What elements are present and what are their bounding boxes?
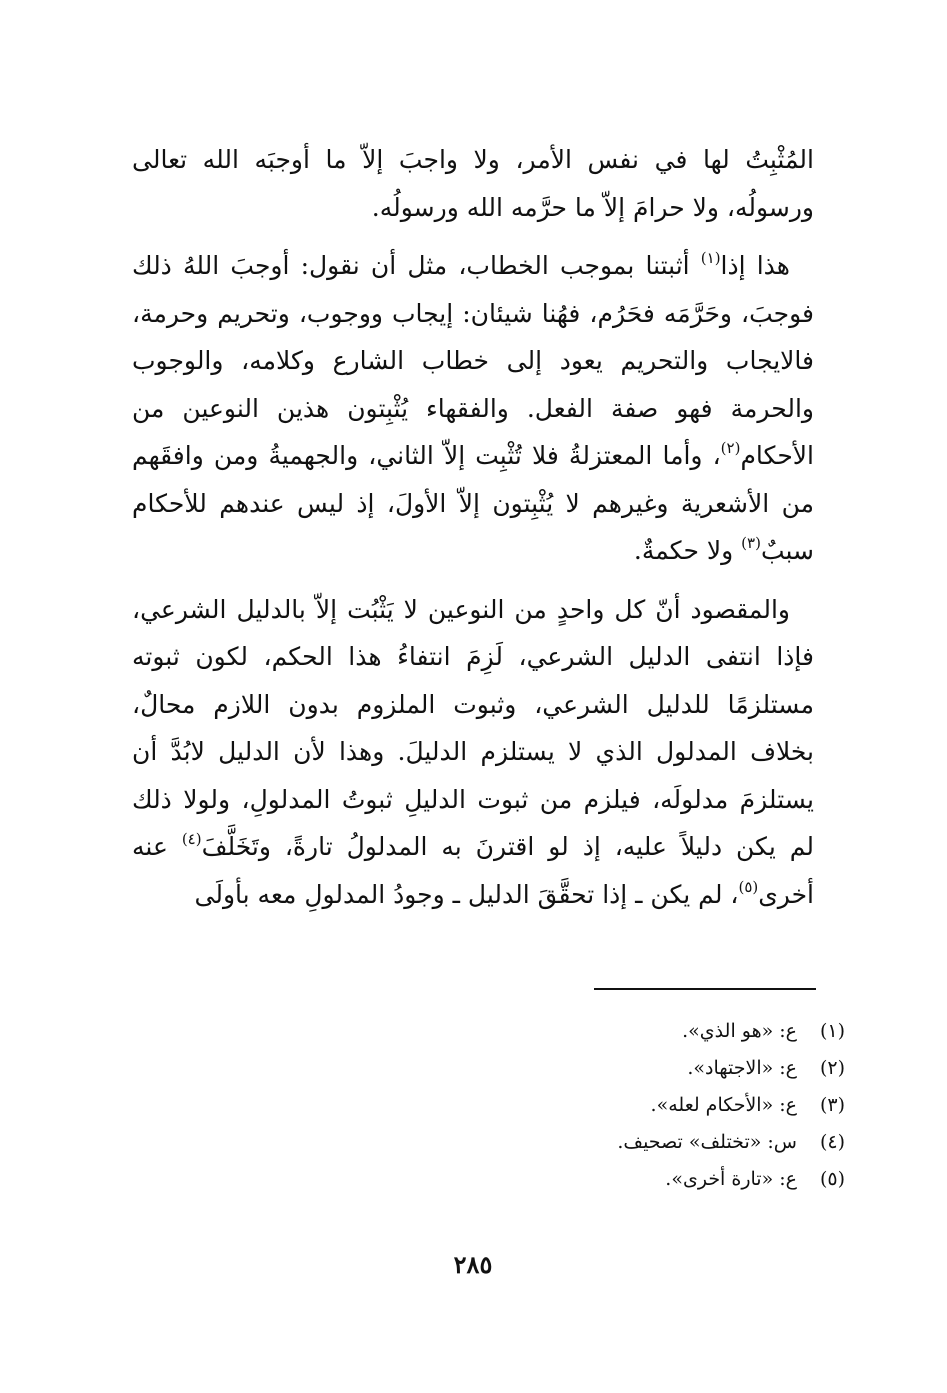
footnote-number: (٣) (819, 1094, 845, 1116)
paragraph-2-text-d: ولا حكمةٌ. (633, 536, 742, 565)
paragraph-3-text-b: عنه أخرى (132, 832, 814, 909)
footnote-ref-5[interactable]: (٥) (738, 877, 759, 896)
footnote-number: (٥) (819, 1168, 845, 1190)
footnote-2 (300, 1050, 845, 1087)
footnote-3 (300, 1087, 845, 1124)
paragraph-2-text-a: هذا إذا (720, 251, 790, 280)
paragraph-1-text: المُثْبِتُ لها في نفس الأمر، ولا واجبَ إلاّ ما أوجبَه الله تعالى ورسولُه، ولا حرامَ إلاّ ما حرَّمه الله ورسولُه. (132, 145, 814, 222)
footnote-text: ع: «هو الذي». (682, 1020, 797, 1042)
paragraph-3 (132, 586, 814, 919)
footnote-number: (٢) (819, 1057, 845, 1079)
footnote-ref-1[interactable]: (١) (700, 249, 721, 267)
footnote-number: (١) (819, 1020, 845, 1042)
page-number: ٢٨٥ (453, 1250, 493, 1279)
footnote-1 (300, 1013, 845, 1050)
paragraph-2 (132, 242, 814, 575)
footnote-4 (300, 1124, 845, 1161)
footnote-text: ع: «الأحكام لعله». (650, 1094, 797, 1116)
footnote-text: س: «تختلف» تصحيف. (617, 1131, 797, 1153)
main-text (132, 136, 814, 918)
footnote-text: ع: «الاجتهاد». (687, 1057, 797, 1079)
paragraph-2-text-b: أثبتنا بموجب الخطاب، مثل أن نقول: أوجبَ اللهُ ذلك فوجبَ، وحَرَّمَه فحَرُم، فهُنا شيئان: إيجاب ووجوب، وتحريم وحرمة، فالايجاب والتحريم يعود إلى خطاب الشارع وكلامه، والوجوب والحرمة فهو صفة الفعل. والفقهاء يُثْبِتون هذين النوعين من الأحكام (132, 251, 814, 470)
footnote-ref-2[interactable]: (٢) (720, 439, 741, 457)
footnote-separator (594, 988, 816, 990)
paragraph-3-text-a: والمقصود أنّ كل واحدٍ من النوعين لا يَثْبُت إلاّ بالدليل الشرعي، فإذا انتفى الدليل الشرعي، لَزِمَ انتفاءُ هذا الحكم، لكون ثبوته مستلزمًا للدليل الشرعي، وثبوت الملزوم بدون اللازم محالٌ، بخلاف المدلول الذي لا يستلزم الدليلَ. وهذا لأن الدليل لابُدَّ أن يستلزمَ مدلولَه، فيلزم من ثبوت الدليلِ ثبوتُ المدلولِ، ولولا ذلك لم يكن دليلاً عليه، إذ لو اقترنَ به المدلولُ تارةً، وتَخَلَّفَ (132, 594, 815, 861)
footnotes (300, 1013, 845, 1198)
footnote-text: ع: «تارة أخرى». (665, 1168, 797, 1190)
footnote-5 (300, 1161, 845, 1198)
paragraph-3-text-c: ، لم يكن ـ إذا تحقَّقَ الدليل ـ وجودُ المدلولِ معه بأولَى (194, 879, 739, 909)
footnote-number: (٤) (819, 1131, 845, 1153)
paragraph-1 (132, 136, 814, 231)
footnote-ref-4[interactable]: (٤) (181, 830, 202, 848)
footnote-ref-3[interactable]: (٣) (741, 534, 761, 552)
paragraph-2-text-c: ، وأما المعتزلةُ فلا تُثْبِت إلاّ الثاني، والجهميةُ ومن وافقَهم من الأشعرية وغيرهم لا يُثْبِتون إلاّ الأولَ، إذ ليس عندهم للأحكام سببٌ (132, 441, 814, 565)
